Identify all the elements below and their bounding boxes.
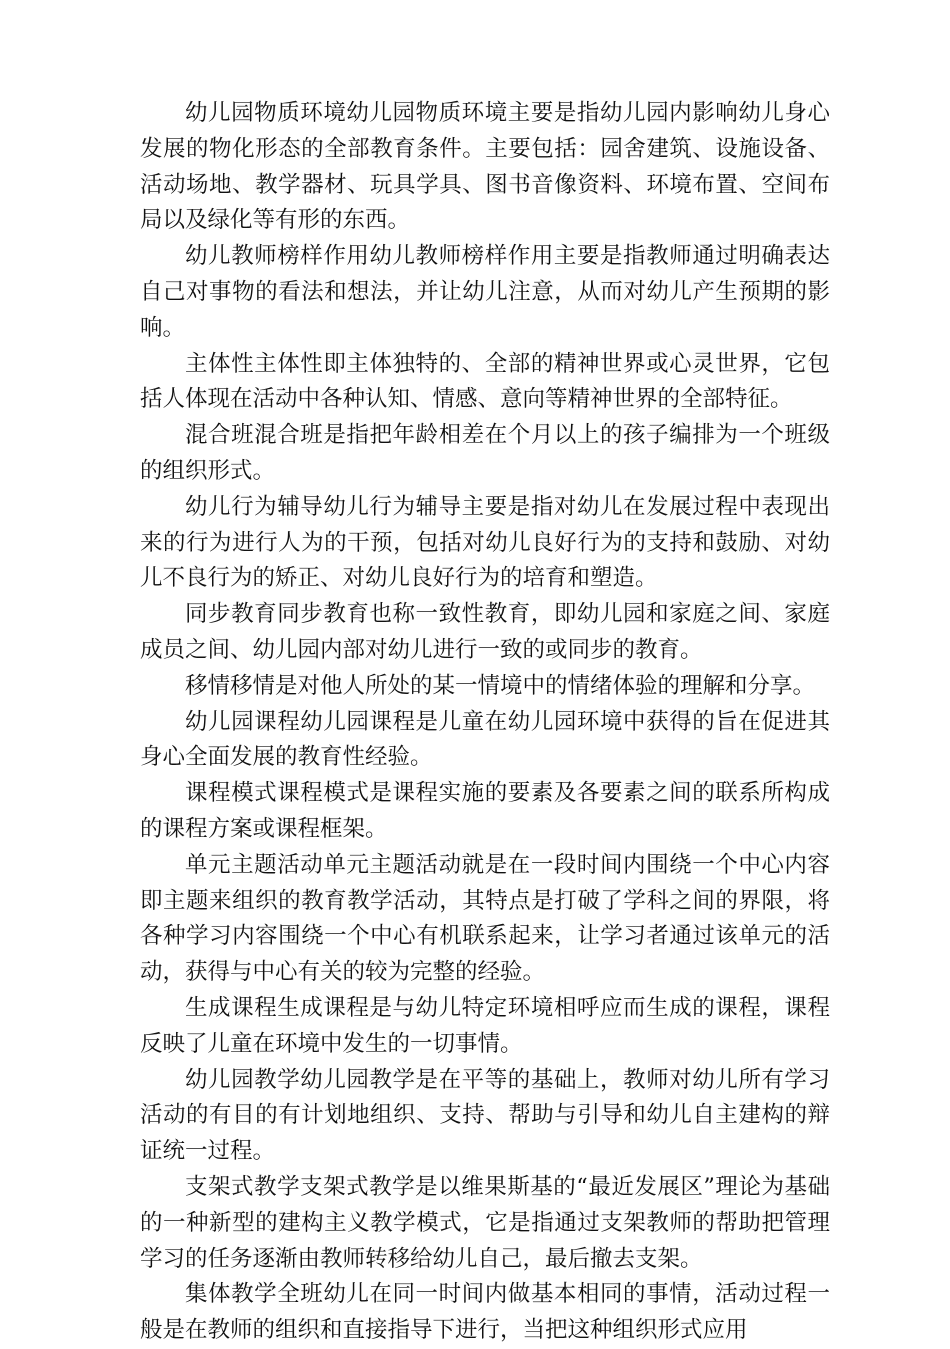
paragraph-teacher-role-model: 幼儿教师榜样作用幼儿教师榜样作用主要是指教师通过明确表达自己对事物的看法和想法，并让幼儿注意，从而对幼儿产生预期的影响。 — [140, 243, 830, 341]
paragraph-kindergarten-curriculum: 幼儿园课程幼儿园课程是儿童在幼儿园环境中获得的旨在促进其身心全面发展的教育性经验。 — [140, 708, 830, 771]
paragraph-curriculum-model: 课程模式课程模式是课程实施的要素及各要素之间的联系所构成的课程方案或课程框架。 — [140, 780, 830, 842]
paragraph-subjectivity: 主体性主体性即主体独特的、全部的精神世界或心灵世界，它包括人体现在活动中各种认知、情感、意向等精神世界的全部特征。 — [140, 350, 830, 413]
paragraph-behavior-guidance: 幼儿行为辅导幼儿行为辅导主要是指对幼儿在发展过程中表现出来的行为进行人为的干预，包括对幼儿良好行为的支持和鼓励、对幼儿不良行为的矫正、对幼儿良好行为的培育和塑造。 — [140, 493, 830, 592]
paragraph-emergent-curriculum: 生成课程生成课程是与幼儿特定环境相呼应而生成的课程，课程反映了儿童在环境中发生的一切事情。 — [140, 994, 830, 1057]
paragraph-unit-theme-activity: 单元主题活动单元主题活动就是在一段时间内围绕一个中心内容即主题来组织的教育教学活动，其特点是打破了学科之间的界限，将各种学习内容围绕一个中心有机联系起来，让学习者通过该单元的活动，获得与中心有关的较为完整的经验。 — [140, 851, 830, 986]
document-page — [140, 96, 830, 1349]
paragraph-mixed-age-class: 混合班混合班是指把年龄相差在个月以上的孩子编排为一个班级的组织形式。 — [140, 422, 830, 484]
paragraph-kindergarten-teaching: 幼儿园教学幼儿园教学是在平等的基础上，教师对幼儿所有学习活动的有目的有计划地组织、支持、帮助与引导和幼儿自主建构的辩证统一过程。 — [140, 1066, 830, 1165]
paragraph-empathy: 移情移情是对他人所处的某一情境中的情绪体验的理解和分享。 — [185, 672, 816, 699]
paragraph-collective-teaching: 集体教学全班幼儿在同一时间内做基本相同的事情，活动过程一般是在教师的组织和直接指导下进行，当把这种组织形式应用 — [140, 1281, 830, 1344]
paragraph-kindergarten-physical-environment: 幼儿园物质环境幼儿园物质环境主要是指幼儿园内影响幼儿身心发展的物化形态的全部教育条件。主要包括：园舍建筑、设施设备、活动场地、教学器材、玩具学具、图书音像资料、环境布置、空间布局以及绿化等有形的东西。 — [140, 100, 830, 234]
paragraph-scaffolding-teaching: 支架式教学支架式教学是以维果斯基的“最近发展区”理论为基础的一种新型的建构主义教学模式，它是指通过支架教师的帮助把管理学习的任务逐渐由教师转移给幼儿自己，最后撤去支架。 — [140, 1173, 830, 1272]
paragraph-synchronous-education: 同步教育同步教育也称一致性教育，即幼儿园和家庭之间、家庭成员之间、幼儿园内部对幼儿进行一致的或同步的教育。 — [140, 601, 830, 663]
